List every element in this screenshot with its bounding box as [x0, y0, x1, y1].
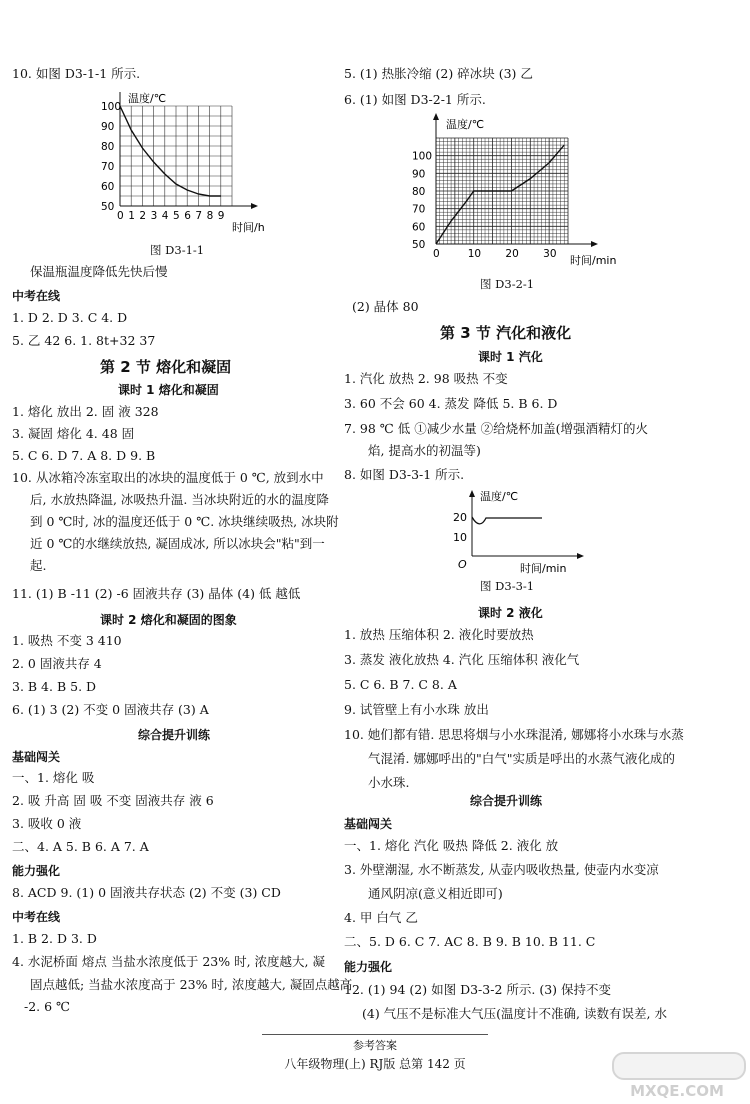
chart2-xtick: 10 [467, 248, 482, 260]
chart1-ytick: 90 [101, 121, 115, 133]
chart2-xtick: 20 [505, 248, 519, 260]
chart1-xtick: 2 [139, 210, 147, 222]
b2: 3. 蒸发 液化放热 4. 汽化 压缩体积 液化气 [344, 652, 580, 667]
chart1-xtick: 1 [128, 210, 135, 222]
l1-2: 3. 凝固 熔化 4. 48 固 [12, 426, 135, 441]
chart2-ytick: 50 [412, 239, 426, 251]
a5: 8. 如图 D3-3-1 所示. [344, 467, 465, 482]
chart2-ytick: 60 [412, 221, 426, 234]
lesson-2-1-title: 课时 1 熔化和凝固 [118, 383, 219, 397]
chart1-line [120, 106, 221, 196]
lesson-3-1-title: 课时 1 汽化 [478, 350, 543, 364]
chart1-xtick: 0 [117, 210, 124, 222]
r1: 5. (1) 热胀冷缩 (2) 碎冰块 (3) 乙 [344, 66, 533, 81]
l1-4: 10. 从冰箱冷冻室取出的冰块的温度低于 0 ℃, 放到水中 [12, 470, 324, 485]
watermark-text: MXQE.COM [630, 1082, 724, 1100]
chart-d3-3-1 [450, 486, 600, 576]
heading-jccg-left: 基础闯关 [12, 750, 61, 764]
chart1-ylabel: 温度/℃ [128, 92, 167, 105]
r2: 6. (1) 如图 D3-2-1 所示. [344, 92, 486, 107]
l2-2: 2. 0 固液共存 4 [12, 656, 102, 671]
chart2-xtick: 0 [433, 248, 440, 260]
l1-1: 1. 熔化 放出 2. 固 液 328 [12, 404, 159, 419]
b3: 5. C 6. B 7. C 8. A [344, 677, 457, 692]
l1-5: 后, 水放热降温, 冰吸热升温. 当冰块附近的水的温度降 [30, 492, 329, 507]
b1: 1. 放热 压缩体积 2. 液化时要放热 [344, 627, 534, 642]
section-3-title: 第 3 节 汽化和液化 [440, 324, 572, 342]
chart2-ytick: 80 [412, 186, 426, 198]
chart2-ytick: 100 [412, 150, 433, 163]
chart3-line [472, 517, 542, 524]
q10: 10. 如图 D3-1-1 所示. [12, 66, 141, 81]
chart1-xlabel: 时间/h [232, 221, 265, 234]
c4: 4. 甲 白气 乙 [344, 910, 418, 925]
chart2-ylabel: 温度/℃ [446, 118, 485, 131]
chart3-tick-10: 10 [453, 531, 467, 544]
chart3-ylabel: 温度/℃ [480, 490, 519, 503]
chart-d3-1-1 [100, 88, 290, 238]
j2: 2. 吸 升高 固 吸 不变 固液共存 液 6 [12, 793, 214, 808]
chart1-xtick: 8 [206, 210, 214, 222]
r3: (2) 晶体 80 [352, 299, 419, 314]
fig2-caption: 图 D3-2-1 [480, 277, 535, 291]
b4: 9. 试管壁上有小水珠 放出 [344, 702, 489, 717]
l1-8: 起. [30, 558, 47, 573]
chart1-xtick: 6 [184, 210, 191, 222]
chart1-ytick: 60 [101, 181, 115, 193]
footer-line: 八年级物理(上) RJ版 总第 142 页 [284, 1057, 466, 1071]
c2: 3. 外壁潮湿, 水不断蒸发, 从壶内吸收热量, 使壶内水变凉 [344, 862, 659, 877]
lesson-2-2-title: 课时 2 熔化和凝固的图象 [100, 613, 237, 627]
j4: 二、4. A 5. B 6. A 7. A [12, 839, 149, 854]
l2-3: 3. B 4. B 5. D [12, 679, 97, 694]
l2-1: 1. 吸热 不变 3 410 [12, 633, 122, 648]
z1: 1. B 2. D 3. D [12, 931, 97, 946]
watermark-logo [612, 1052, 742, 1100]
l1-7: 近 0 ℃的水继续放热, 凝固成冰, 所以冰块会"粘"到一 [30, 536, 325, 551]
chart2-xtick: 30 [543, 248, 557, 260]
c7: (4) 气压不是标准大气压(温度计不准确, 读数有误差, 水 [362, 1006, 667, 1021]
chart2-ytick: 90 [412, 168, 426, 181]
a4: 焰, 提高水的初温等) [368, 443, 481, 458]
a3: 7. 98 ℃ 低 ①减少水量 ②给烧杯加盖(增强酒精灯的火 [344, 421, 649, 436]
a1: 1. 汽化 放热 2. 98 吸热 不变 [344, 371, 508, 386]
chart1-ytick: 100 [101, 101, 122, 113]
chart-d3-2-1 [410, 112, 630, 272]
lesson-3-2-title: 课时 2 液化 [478, 606, 543, 620]
heading-nlqh-left: 能力强化 [12, 864, 61, 878]
z4: -2. 6 ℃ [24, 999, 71, 1014]
chart2-xlabel: 时间/min [570, 254, 617, 267]
c3: 通风阴凉(意义相近即可) [368, 886, 503, 901]
j3: 3. 吸收 0 液 [12, 816, 82, 831]
l1-6: 到 0 ℃时, 冰的温度还低于 0 ℃. 冰块继续吸热, 冰块附 [30, 514, 339, 529]
chart1-xtick: 9 [217, 210, 225, 222]
fig3-caption: 图 D3-3-1 [480, 579, 535, 593]
chart1-ytick: 50 [101, 201, 115, 213]
j1: 一、1. 熔化 吸 [12, 770, 95, 785]
chart1-xtick: 4 [161, 210, 169, 222]
q10b: 保温瓶温度降低先快后慢 [30, 264, 168, 279]
chart1-xtick: 3 [150, 210, 158, 222]
section-2-title: 第 2 节 熔化和凝固 [100, 358, 232, 376]
c1: 一、1. 熔化 汽化 吸热 降低 2. 液化 放 [344, 838, 559, 853]
c6: 12. (1) 94 (2) 如图 D3-3-2 所示. (3) 保持不变 [344, 982, 611, 997]
l2-4: 6. (1) 3 (2) 不变 0 固液共存 (3) A [12, 702, 209, 717]
l1-9: 11. (1) B -11 (2) -6 固液共存 (3) 晶体 (4) 低 越低 [12, 586, 301, 601]
c5: 二、5. D 6. C 7. AC 8. B 9. B 10. B 11. C [344, 934, 596, 949]
b6: 气混淆. 娜娜呼出的"白气"实质是呼出的水蒸气液化成的 [368, 751, 675, 766]
chart3-tick-20: 20 [453, 511, 467, 524]
heading-zkzx-1: 中考在线 [12, 289, 61, 303]
a2: 3. 60 不会 60 4. 蒸发 降低 5. B 6. D [344, 396, 558, 411]
heading-jccg-right: 基础闯关 [344, 817, 393, 831]
heading-nlqh-right: 能力强化 [344, 960, 393, 974]
n1: 8. ACD 9. (1) 0 固液共存状态 (2) 不变 (3) CD [12, 885, 281, 900]
zk2: 5. 乙 42 6. 1. 8t+32 37 [12, 333, 156, 348]
zhtsxl-left: 综合提升训练 [138, 728, 211, 742]
fig1-caption: 图 D3-1-1 [150, 243, 205, 257]
l1-3: 5. C 6. D 7. A 8. D 9. B [12, 448, 156, 463]
chart2-ytick: 70 [412, 203, 426, 216]
chart3-xlabel: 时间/min [520, 562, 567, 575]
z3: 固点越低; 当盐水浓度高于 23% 时, 浓度越大, 凝固点越高 [30, 977, 353, 992]
zk1: 1. D 2. D 3. C 4. D [12, 310, 128, 325]
chart1-ytick: 70 [101, 161, 115, 173]
chart1-xtick: 7 [195, 210, 203, 222]
zhtsxl-right: 综合提升训练 [470, 794, 543, 808]
z2: 4. 水泥桥面 熔点 当盐水浓度低于 23% 时, 浓度越大, 凝 [12, 954, 325, 969]
footer-title: 参考答案 [353, 1039, 397, 1052]
chart1-ytick: 80 [101, 141, 115, 153]
chart3-origin: O [458, 558, 467, 571]
b7: 小水珠. [368, 775, 410, 790]
b5: 10. 她们都有错. 思思将烟与小水珠混淆, 娜娜将小水珠与水蒸 [344, 727, 684, 742]
heading-zkzx-2: 中考在线 [12, 910, 61, 924]
chart1-xtick: 5 [173, 210, 180, 222]
